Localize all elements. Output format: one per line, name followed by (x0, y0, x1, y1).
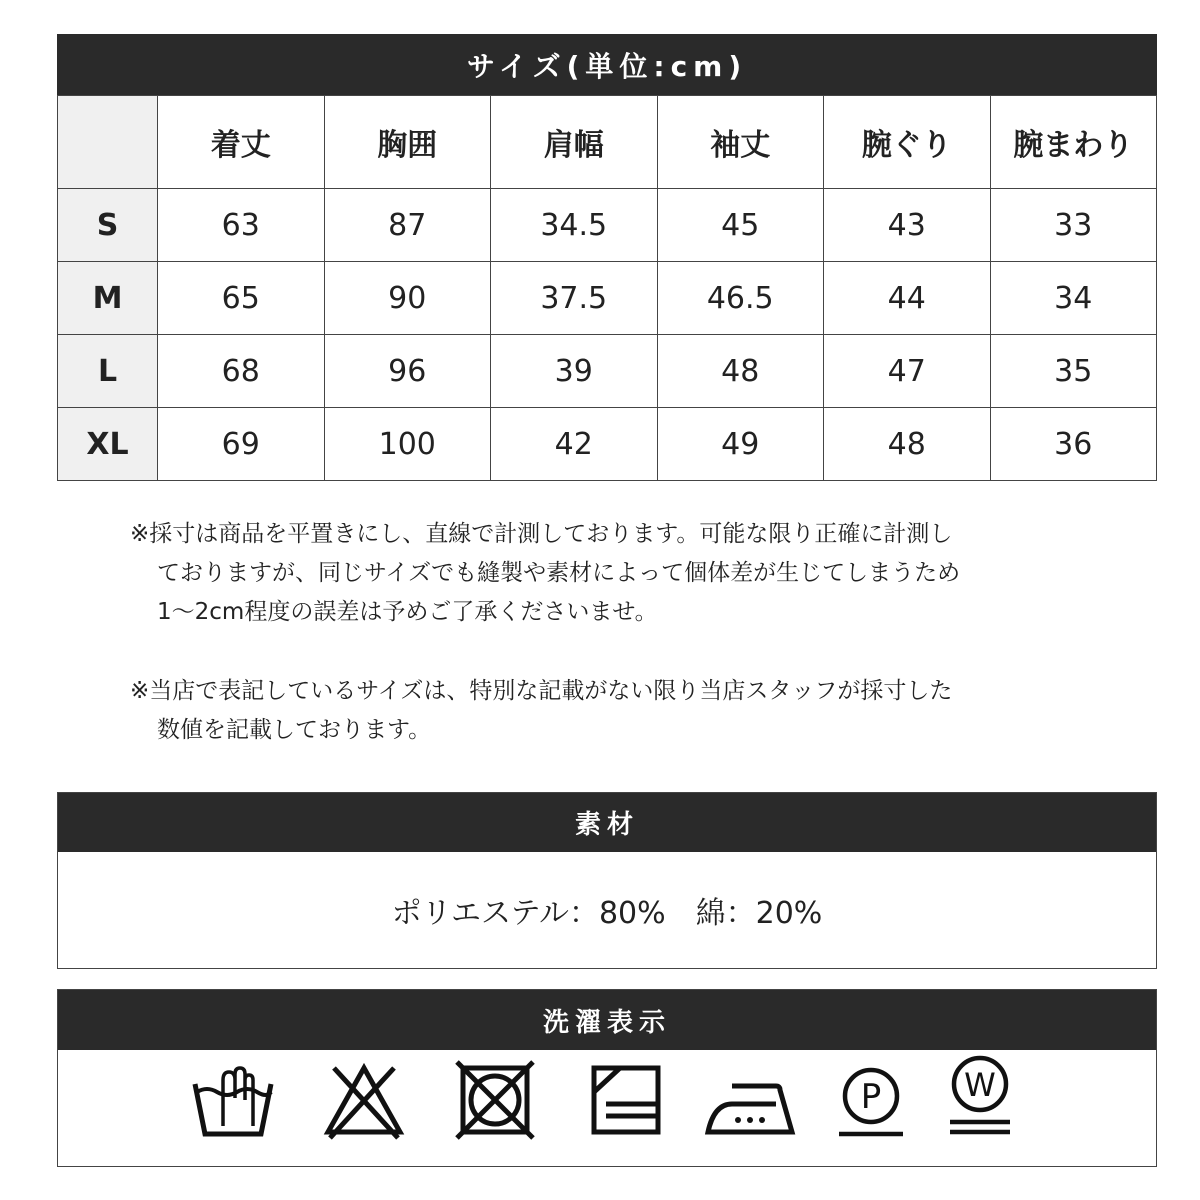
table-corner-cell (58, 96, 158, 189)
table-cell: 43 (824, 189, 991, 262)
wet-clean-letter: W (964, 1066, 996, 1104)
table-cell: 45 (657, 189, 824, 262)
table-cell: 34 (990, 262, 1157, 335)
table-cell: 69 (158, 408, 325, 481)
no-tumble-dry-icon (453, 1060, 537, 1140)
table-cell: 48 (824, 408, 991, 481)
table-cell: 63 (158, 189, 325, 262)
table-header-row (58, 96, 1157, 189)
table-row (58, 189, 1157, 262)
table-cell: 48 (657, 335, 824, 408)
column-header: 肩幅 (491, 96, 658, 189)
care-panel (57, 989, 1157, 1167)
table-row (58, 408, 1157, 481)
size-source-note (130, 672, 1130, 750)
table-cell: 35 (990, 335, 1157, 408)
material-composition: ポリエステル：80% 綿：20% (391, 896, 823, 931)
table-row (58, 335, 1157, 408)
note-line: ※当店で表記しているサイズは、特別な記載がない限り当店スタッフが採寸した (130, 678, 953, 704)
table-cell: 87 (324, 189, 491, 262)
hand-wash-icon (191, 1060, 275, 1140)
size-table (57, 95, 1157, 481)
table-cell: 65 (158, 262, 325, 335)
material-panel (57, 792, 1157, 969)
dry-clean-letter: P (860, 1077, 882, 1117)
table-cell: 36 (990, 408, 1157, 481)
column-header: 胸囲 (324, 96, 491, 189)
material-body (58, 852, 1156, 968)
table-cell: 44 (824, 262, 991, 335)
column-header: 袖丈 (657, 96, 824, 189)
note-line: 1〜2cm程度の誤差は予めご了承くださいませ。 (157, 599, 658, 625)
size-label: M (58, 262, 158, 335)
size-chart-panel (57, 34, 1157, 481)
column-header: 腕まわり (990, 96, 1157, 189)
table-cell: 46.5 (657, 262, 824, 335)
column-header: 着丈 (158, 96, 325, 189)
size-label: L (58, 335, 158, 408)
table-cell: 39 (491, 335, 658, 408)
table-row (58, 262, 1157, 335)
table-cell: 42 (491, 408, 658, 481)
size-label: XL (58, 408, 158, 481)
measurement-note (130, 515, 1130, 632)
table-cell: 90 (324, 262, 491, 335)
table-cell: 49 (657, 408, 824, 481)
note-line: ※採寸は商品を平置きにし、直線で計測しております。可能な限り正確に計測し (130, 521, 953, 547)
column-header: 腕ぐり (824, 96, 991, 189)
iron-low-icon (704, 1060, 800, 1140)
material-title: 素材 (58, 793, 1156, 852)
size-label: S (58, 189, 158, 262)
care-title: 洗濯表示 (58, 990, 1156, 1050)
table-cell: 96 (324, 335, 491, 408)
table-cell: 100 (324, 408, 491, 481)
table-cell: 68 (158, 335, 325, 408)
line-dry-shade-icon (584, 1060, 668, 1140)
table-cell: 37.5 (491, 262, 658, 335)
dry-clean-p-icon (831, 1060, 915, 1140)
note-line: 数値を記載しております。 (157, 717, 432, 743)
table-cell: 34.5 (491, 189, 658, 262)
note-line: ておりますが、同じサイズでも縫製や素材によって個体差が生じてしまうため (157, 560, 961, 586)
table-cell: 33 (990, 189, 1157, 262)
table-cell: 47 (824, 335, 991, 408)
wet-clean-w-icon (942, 1054, 1026, 1138)
care-icons (58, 1050, 1156, 1166)
size-chart-title: サイズ(単位:cm) (57, 34, 1157, 95)
no-bleach-icon (322, 1060, 406, 1140)
